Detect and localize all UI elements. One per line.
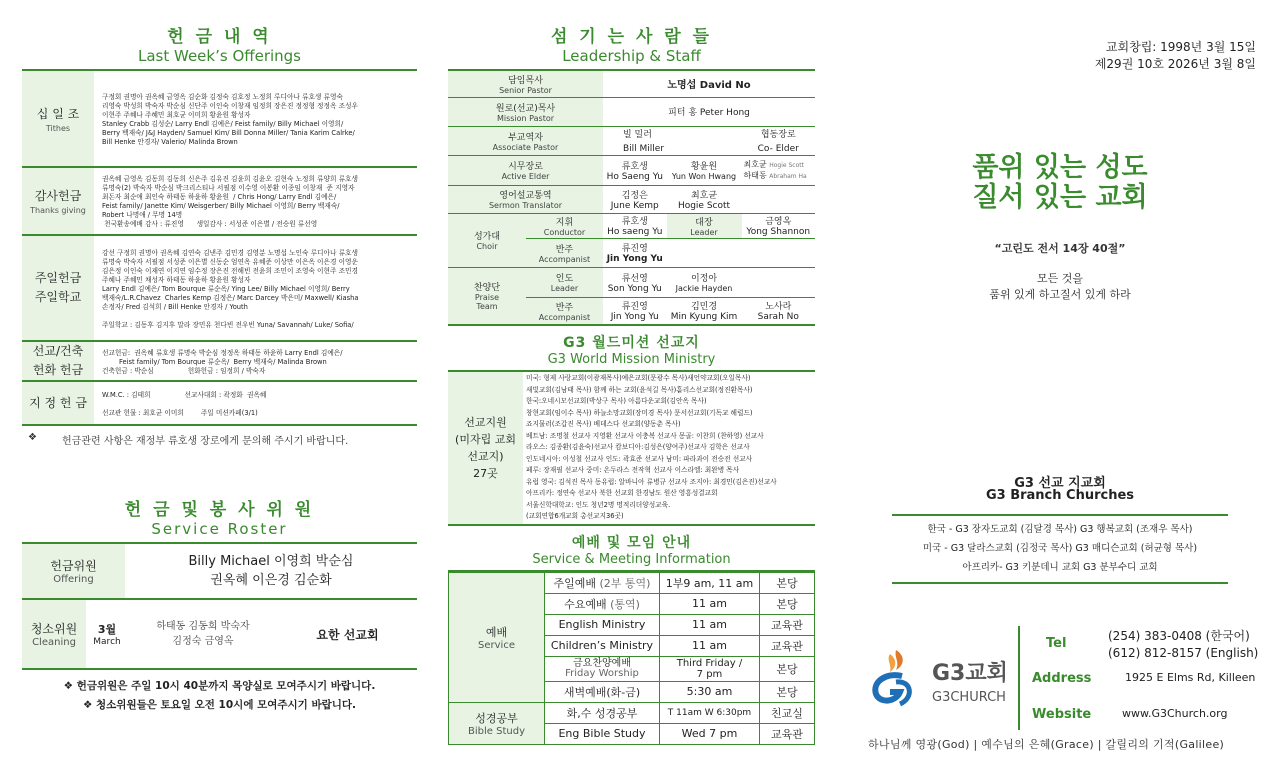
service-name: 주일예배 (2부 통역) (545, 572, 660, 593)
roster-cleaning-line2: 김정숙 금영옥 (172, 636, 234, 647)
mission-pastor-name: 피터 홍 Peter Hong (603, 97, 815, 126)
service-time: T 11am W 6:30pm (660, 702, 760, 723)
senior-pastor-name: 노명섭 David No (603, 71, 815, 97)
contact-divider (1018, 626, 1020, 730)
mission-line: 아프리카: 정연숙 선교사 북한 선교회 한경남도 원산 영흥성결교회 (526, 489, 718, 497)
offering-row-label: 지 정 헌 금 (22, 382, 94, 424)
offering-line: 선교관 헌물 : 최호균 이미희 주일 미션카페(3/1) (102, 408, 258, 417)
offering-line: 건축헌금 : 박순심 헌화헌금 : 임정희 / 박숙자 (102, 366, 266, 375)
footer-slogan: 하나님께 영광(God) | 예수님의 은혜(Grace) | 갈릴리의 기적(Galilee) (868, 738, 1225, 751)
offering-line: 주혜나 주혜민 채성자 하태동 하윤하 황윤원 황성자 (102, 275, 251, 284)
service-place: 친교실 (760, 702, 815, 723)
offering-row-label: 선교/건축 헌화 헌금 (22, 342, 94, 380)
service-name: 금요찬양예배 Friday Worship (545, 656, 660, 681)
offering-line: Berry 백재숙/ J&J Hayden/ Samuel Kim/ Bill Donna Miller/ Tania Karim Calrke/ (102, 128, 355, 137)
service-place: 교육관 (760, 723, 815, 744)
offering-line: 백재숙/L.R.Chavez Charles Kemp 김정은/ Marc Darcey 박은미/ Maxwell/ Kiasha (102, 293, 359, 302)
mission-line: 인도네시아: 이성철 선교사 인도: 곽효준 선교사 남미: 파라과이 전승전 선교사 (526, 454, 753, 463)
offering-line: 리영숙 박성희 박숙자 박순심 신단주 이인숙 이창재 임정희 장은진 정정형 정정옥 조성우 (102, 101, 358, 110)
offering-row (22, 342, 417, 382)
offering-line: 구정회 권명아 권옥혜 금영옥 김순화 김정숙 김호정 노정희 루디아나 류호생 류영숙 (102, 92, 343, 101)
tel-korean: (254) 383-0408 (한국어) (1108, 629, 1250, 643)
mission-label: 선교지원 (미자립 교회 선교지) 27곳 (448, 372, 523, 524)
service-place: 본당 (760, 593, 815, 614)
offerings-column (22, 0, 417, 712)
service-time: 11 am (660, 614, 760, 635)
offering-line: 류명숙 박숙자 서필점 서성준 이은별 신동순 엄연옥 유혜준 이상만 이은옥 이은경 이영운 (102, 257, 358, 266)
service-place: 교육관 (760, 635, 815, 656)
middle-column (448, 0, 815, 745)
offering-line: Larry Endl 김예은/ Tom Bourque 류순옥/ Ying Lee/ Billy Michael 이영희/ Berry (102, 284, 350, 293)
mission-title: G3 월드미션 선교지 (563, 335, 700, 351)
offering-row (22, 236, 417, 342)
verse-line1: 모든 것을 (1036, 272, 1083, 285)
service-group-worship: 예배 Service (449, 572, 545, 702)
offering-line: W.M.C. : 김태희 선교사대회 : 곽정화 권옥혜 (102, 390, 267, 399)
verse-reference: “고린도 전서 14장 40절” (994, 242, 1126, 255)
mission-line: 페루: 장재필 선교사 중미: 온두라스 전작혁 선교사 이스라엘: 최완병 목사 (526, 466, 740, 474)
offering-line: 손정자/ Fred 김석희 / Bill Henke 안경자 / Youth (102, 302, 248, 311)
church-logo (866, 648, 1016, 718)
branch-korea: 한국 - G3 장자도교회 (김달경 목사) G3 행복교회 (조재우 목사) (927, 524, 1193, 535)
offering-row (22, 382, 417, 426)
service-group-bible: 성경공부 Bible Study (449, 702, 545, 744)
mission-line: 미국: 형제 사랑교회(이광재목사)예은교회(문광수 목사)새언약교회(오일목사) (526, 374, 751, 382)
verse-line2: 품위 있게 하고질서 있게 하라 (989, 288, 1131, 301)
roster-offering-line1: Billy Michael 이영희 박순심 (188, 554, 354, 569)
offerings-title: 헌 금 내 역 (167, 27, 272, 47)
offering-line: 강선 구정희 권명아 권옥혜 김연숙 김낸주 김민경 김영분 노명섭 노인숙 루디아나 류호생 (102, 248, 358, 257)
offering-line: 김은정 이인숙 이재연 이지연 임수정 장은진 전해빈 전윤희 조민이 조영숙 이현주 조민경 (102, 266, 358, 275)
offering-row (22, 168, 417, 236)
mission-line: 유럽 영국: 김석진 목사 동유럽: 알바니아 류병규 선교사 조지아: 최경민(김은진)선교사 (526, 477, 777, 486)
mission-line: 라오스: 김종환(김윤숙)선교사 캄보디아:김성은(양여주)선교사 김학은 선교사 (526, 443, 750, 451)
branch-africa: 아프리카- G3 키분데니 교회 G3 분부수디 교회 (962, 562, 1158, 573)
mission-line: 새빛교회(김남태 목사) 함께 하는 교회(윤석길 목사)흩리스선교회(정진환목사) (526, 385, 753, 394)
service-time: 11 am (660, 593, 760, 614)
offering-row (22, 71, 417, 168)
mission-line: 한국:오네시모선교회(박상구 목사) 아름다운교회(김안옥 목사) (526, 397, 707, 405)
website-label: Website (1032, 707, 1092, 722)
service-place: 본당 (760, 656, 815, 681)
offering-line (102, 400, 417, 409)
roster-note1: ❖ 헌금위원은 주일 10시 40분까지 목양실로 모여주시기 바랍니다. (63, 680, 376, 692)
offering-line: Robert 나명애 / 무명 14명 (102, 211, 183, 219)
offering-line: Feist family/ Tom Bourque 류순옥/ Berry 백재숙/ Malinda Brown (102, 357, 327, 366)
church-issue: 제29권 10호 2026년 3월 8일 (1094, 57, 1256, 71)
mission-list (523, 372, 815, 524)
roster-title: 헌 금 및 봉 사 위 원 (124, 500, 315, 520)
offering-row-label: 감사헌금 Thanks giving (22, 168, 94, 234)
service-time: 1부9 am, 11 am (660, 572, 760, 593)
offering-line: 최돈자 최순애 최인숙 하태동 하윤하 황윤원 / Chris Hong/ Larry Endl 김예은/ (102, 193, 337, 201)
offerings-subtitle: Last Week’s Offerings (137, 47, 301, 65)
service-place: 본당 (760, 572, 815, 593)
cover-column (860, 0, 1260, 777)
offering-line: 류명숙(2) 박숙자 박순심 박크리스티나 서필점 이수영 이봉환 이종임 이창재 준 지영자 (102, 184, 355, 192)
roster-cleaning-row (22, 600, 417, 670)
service-time: 5:30 am (660, 681, 760, 702)
offerings-table (22, 71, 417, 426)
branch-title-ko: G3 선교 지교회 (1014, 476, 1106, 491)
offering-line: Feist family/ Janette Kim/ Weisgerber/ Billy Michael 이영희/ Berry 백재숙/ (102, 202, 340, 210)
offerings-note: ❖ 헌금관련 사항은 재정부 류호생 장로에게 문의해 주시기 바랍니다. (22, 432, 417, 447)
service-time: Wed 7 pm (660, 723, 760, 744)
roster-offering-line2: 권옥혜 이은경 김순화 (210, 573, 332, 588)
services-subtitle: Service & Meeting Information (532, 551, 731, 567)
logo-text-ko: G3교회 (932, 661, 1008, 686)
service-name: English Ministry (545, 614, 660, 635)
mission-subtitle: G3 World Mission Ministry (547, 352, 716, 367)
motto-line2: 질서 있는 교회 (972, 182, 1148, 213)
service-place: 교육관 (760, 614, 815, 635)
logo-text-en: G3CHURCH (932, 690, 1006, 705)
motto-line1: 품위 있는 성도 (972, 152, 1148, 183)
service-name: 화,수 성경공부 (545, 702, 660, 723)
offering-line (102, 312, 417, 321)
offering-line: 이현주 주혜나 주혜민 최호균 이미희 황윤원 황성자 (102, 110, 251, 119)
leadership-subtitle: Leadership & Staff (562, 47, 701, 65)
g3-logo-icon (866, 648, 918, 708)
service-name: Eng Bible Study (545, 723, 660, 744)
leadership-table: 담임목사 Senior Pastor 노명섭 David No 원로(선교)목사 Mission Pastor 피터 홍 Peter Hong 부교역자 Associate Pastor 빌 밀러 Bill Miller 협동장로 Co- Elder 시무장로 Active Elder 류호생 Ho Saeng Yu 황윤원 Yun Won Hwang 최호균 Hogie Scott 하태동 Abraham Ha 영어설교통역 Sermon Translator 김정은 June Kemp 최호균 Hogie Scott 성가대 Choir 지휘 Conductor 류호생 Ho saeng Yu 대장 Leader 금영옥 Yong Shannon 반주 Accompanist 류진영 Jin Yong Yu 찬양단 Praise Team 인도 Leader 류선영 Son Yong Yu 이정아 Jackie Hayden 반주 Accompanist 류진영 Jin Yong Yu 김민경 Min Kyung Kim 노사라 Sarah No (448, 71, 815, 326)
service-place: 본당 (760, 681, 815, 702)
address-label: Address (1032, 671, 1092, 686)
roster-month: 3월 March (93, 623, 121, 647)
website-link[interactable]: www.G3Church.org (1122, 707, 1228, 720)
service-name: 새벽예배(화-금) (545, 681, 660, 702)
services-table (448, 572, 815, 745)
address-value: 1925 E Elms Rd, Killeen (1125, 671, 1256, 684)
branch-box (892, 514, 1228, 584)
roster-offering-row (22, 544, 417, 600)
leadership-title: 섬 기 는 사 람 들 (550, 27, 713, 47)
mission-line: 죠지물러(조갑진 목사) 베데스다 선교회(양동춘 목사) (526, 420, 681, 428)
church-founded: 교회창립: 1998년 3월 15일 (1105, 40, 1256, 54)
roster-cleaning-team: 요한 선교회 (316, 627, 379, 642)
diamond-icon: ❖ (28, 432, 37, 443)
service-time: Third Friday / 7 pm (660, 656, 760, 681)
roster-subtitle: Service Roster (151, 520, 288, 538)
service-row (449, 572, 815, 593)
services-title: 예배 및 모임 안내 (571, 534, 692, 551)
service-name: 수요예배 (통역) (545, 593, 660, 614)
mission-line: (교회연합6개교회 총선교지36곳) (526, 512, 624, 520)
roster-note2: ❖ 청소위원들은 토요일 오전 10시에 모여주시기 바랍니다. (82, 699, 357, 711)
tel-label: Tel (1046, 636, 1067, 651)
offering-line: 주일학교 : 김동후 김지후 말라 장민유 천다빈 전우빈 Yuna/ Savannah/ Luke/ Sofia/ (102, 320, 354, 329)
offering-line: 천국환송예배 감사 : 류진영 생일감사 : 서성준 이은별 / 전승원 류선영 (102, 220, 318, 228)
mission-line: 창현교회(임이수 목사) 하늘소망교회(장미경 목사) 문서선교회(기독교 해럴드) (526, 408, 753, 417)
service-name: Children’s Ministry (545, 635, 660, 656)
roster-cleaning-label: 청소위원 Cleaning (22, 600, 86, 668)
offering-line: Bill Henke 안경자/ Valerio/ Malinda Brown (102, 137, 238, 146)
offering-row-label: 십 일 조 Tithes (22, 71, 94, 166)
offering-line: 권옥혜 금영옥 김동희 김동희 신은주 김유진 김윤희 김윤오 김현숙 노정희 류양희 류호생 (102, 175, 358, 183)
branch-usa: 미국 - G3 달라스교회 (김정국 목사) G3 매디슨교회 (허균형 목사) (922, 543, 1198, 554)
service-row (449, 702, 815, 723)
roster-offering-label: 헌금위원 Offering (22, 544, 125, 598)
mission-line: 서울신학대학교: 인도 청년2명 명적리더양성교육. (526, 500, 671, 509)
offering-line: Stanley Crabb 김성순/ Larry Endl 김예은/ Feist family/ Billy Michael 이영희/ (102, 119, 344, 128)
branch-title-en: G3 Branch Churches (985, 488, 1135, 503)
mission-line: 베트남: 조명철 선교사 지영환 선교사 이충복 선교사 몽골: 이찬희 (찬하영) 선교사 (526, 431, 764, 440)
roster-cleaning-line1: 하태동 김동희 박숙자 (156, 621, 250, 632)
service-time: 11 am (660, 635, 760, 656)
tel-english: (612) 812-8157 (English) (1108, 646, 1259, 660)
offering-row-label: 주일헌금 주일학교 (22, 236, 94, 340)
offering-line: 선교헌금: 권옥혜 류호생 류명숙 박순심 정정옥 하태동 하윤하 Larry Endl 김예은/ (102, 348, 343, 357)
mission-block (448, 372, 815, 526)
